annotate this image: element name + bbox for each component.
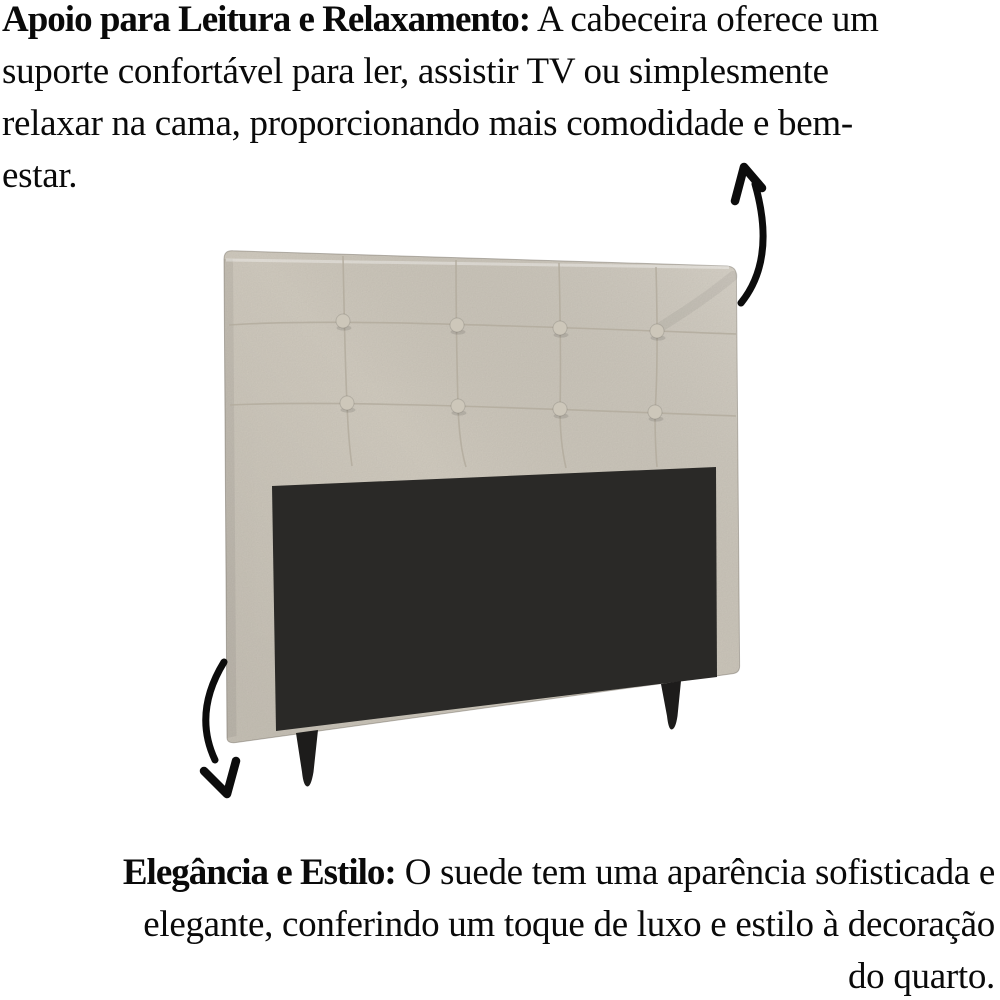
headboard-image xyxy=(220,245,745,787)
headboard-leg-right xyxy=(661,681,681,730)
arrow-up-icon xyxy=(735,167,763,303)
feature-text: O suede tem uma aparência sofisticada e xyxy=(404,852,995,893)
feature-line: elegante, conferindo um toque de luxo e estilo à decoração xyxy=(143,904,995,945)
feature-title-reading: Apoio para Leitura e Relaxamento: xyxy=(2,0,531,40)
headboard-back-panel xyxy=(272,467,717,731)
feature-line: suporte confortável para ler, assistir TV ou simplesmente xyxy=(2,51,829,92)
headboard-leg-left xyxy=(296,730,318,787)
feature-paragraph-elegance xyxy=(10,847,995,1000)
feature-title-elegance: Elegância e Estilo: xyxy=(122,852,396,893)
feature-text: A cabeceira oferece um xyxy=(537,0,879,40)
feature-line: estar. xyxy=(2,155,78,196)
feature-line xyxy=(10,847,995,899)
feature-line: do quarto. xyxy=(847,956,995,997)
feature-line: relaxar na cama, proporcionando mais comodidade e bem- xyxy=(2,103,853,144)
